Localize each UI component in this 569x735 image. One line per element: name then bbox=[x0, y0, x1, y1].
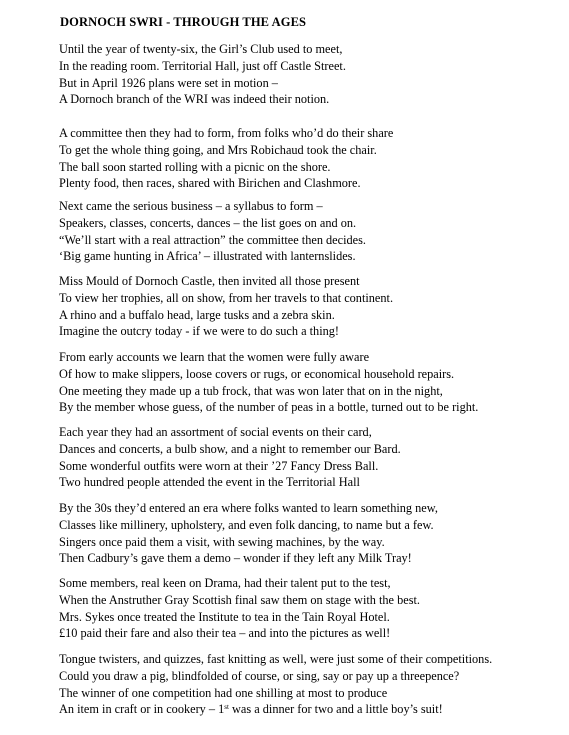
poem-line: The ball soon started rolling with a picnic on the shore. bbox=[59, 159, 331, 174]
poem-line: ‘Big game hunting in Africa’ – illustrated with lanternslides. bbox=[59, 249, 356, 264]
poem-line: A Dornoch branch of the WRI was indeed their notion. bbox=[59, 92, 330, 107]
poem-line: The winner of one competition had one shilling at most to produce bbox=[59, 685, 388, 700]
poem-line: Dances and concerts, a bulb show, and a night to remember our Bard. bbox=[59, 441, 401, 456]
final-line-end: was a dinner for two and a little boy’s suit! bbox=[228, 702, 443, 717]
poem-line: Imagine the outcry today - if we were to do such a thing! bbox=[59, 324, 340, 339]
poem-line: Some members, real keen on Drama, had their talent put to the test, bbox=[59, 576, 391, 590]
poem-line: A rhino and a buffalo head, large tusks and a zebra skin. bbox=[59, 307, 335, 322]
poem-line: When the Anstruther Gray Scottish final saw them on stage with the best. bbox=[59, 592, 420, 607]
stanza-2 bbox=[59, 125, 393, 192]
poem-line: A committee then they had to form, from folks who’d do their share bbox=[59, 126, 394, 140]
stanza-3 bbox=[59, 198, 366, 265]
poem-line: Next came the serious business – a syllabus to form – bbox=[59, 199, 323, 213]
poem-line: Some wonderful outfits were worn at their ’27 Fancy Dress Ball. bbox=[59, 458, 379, 473]
poem-line: Speakers, classes, concerts, dances – the list goes on and on. bbox=[59, 215, 357, 230]
page-title: DORNOCH SWRI - THROUGH THE AGES bbox=[60, 15, 307, 29]
poem-line: To get the whole thing going, and Mrs Robichaud took the chair. bbox=[59, 142, 377, 157]
poem-line: Each year they had an assortment of social events on their card, bbox=[59, 425, 372, 439]
poem-line: “We’ll start with a real attraction” the committee then decides. bbox=[59, 232, 366, 247]
poem-line: Until the year of twenty-six, the Girl’s Club used to meet, bbox=[59, 42, 343, 56]
stanza-9 bbox=[59, 651, 492, 718]
stanza-4 bbox=[59, 273, 393, 340]
poem-line: By the 30s they’d entered an era where folks wanted to learn something new, bbox=[59, 501, 438, 515]
poem-line: £10 paid their fare and also their tea – and into the pictures as well! bbox=[59, 626, 391, 641]
poem-line: In the reading room. Territorial Hall, just off Castle Street. bbox=[59, 58, 346, 73]
stanza-5 bbox=[59, 349, 478, 416]
stanza-6 bbox=[59, 424, 401, 491]
final-line-start: An item in craft or in cookery – 1 bbox=[59, 702, 225, 717]
stanza-1 bbox=[59, 41, 346, 108]
poem-line: One meeting they made up a tub frock, that was won later that on in the night, bbox=[59, 383, 443, 398]
poem-line: Then Cadbury’s gave them a demo – wonder if they left any Milk Tray! bbox=[59, 551, 412, 566]
poem-line: By the member whose guess, of the number of peas in a bottle, turned out to be right. bbox=[59, 400, 479, 415]
poem-line: To view her trophies, all on show, from her travels to that continent. bbox=[59, 290, 394, 305]
stanza-7 bbox=[59, 500, 438, 567]
poem-line: Tongue twisters, and quizzes, fast knitting as well, were just some of their competitions. bbox=[59, 652, 493, 666]
poem-line: Of how to make slippers, loose covers or rugs, or economical household repairs. bbox=[59, 366, 455, 381]
poem-line-final bbox=[59, 701, 492, 718]
poem-line: Miss Mould of Dornoch Castle, then invited all those present bbox=[59, 274, 360, 288]
poem-line: From early accounts we learn that the women were fully aware bbox=[59, 350, 370, 364]
ordinal-suffix: st bbox=[224, 703, 229, 712]
poem-line: Two hundred people attended the event in the Territorial Hall bbox=[59, 475, 360, 490]
poem-line: Could you draw a pig, blindfolded of course, or sing, say or pay up a threepence? bbox=[59, 668, 460, 683]
stanza-8 bbox=[59, 575, 420, 642]
poem-line: But in April 1926 plans were set in motion – bbox=[59, 75, 278, 90]
poem-line: Singers once paid them a visit, with sewing machines, by the way. bbox=[59, 534, 385, 549]
poem-line: Mrs. Sykes once treated the Institute to tea in the Tain Royal Hotel. bbox=[59, 609, 390, 624]
poem-line: Classes like millinery, upholstery, and even folk dancing, to name but a few. bbox=[59, 517, 434, 532]
poem-line: Plenty food, then races, shared with Birichen and Clashmore. bbox=[59, 176, 361, 191]
